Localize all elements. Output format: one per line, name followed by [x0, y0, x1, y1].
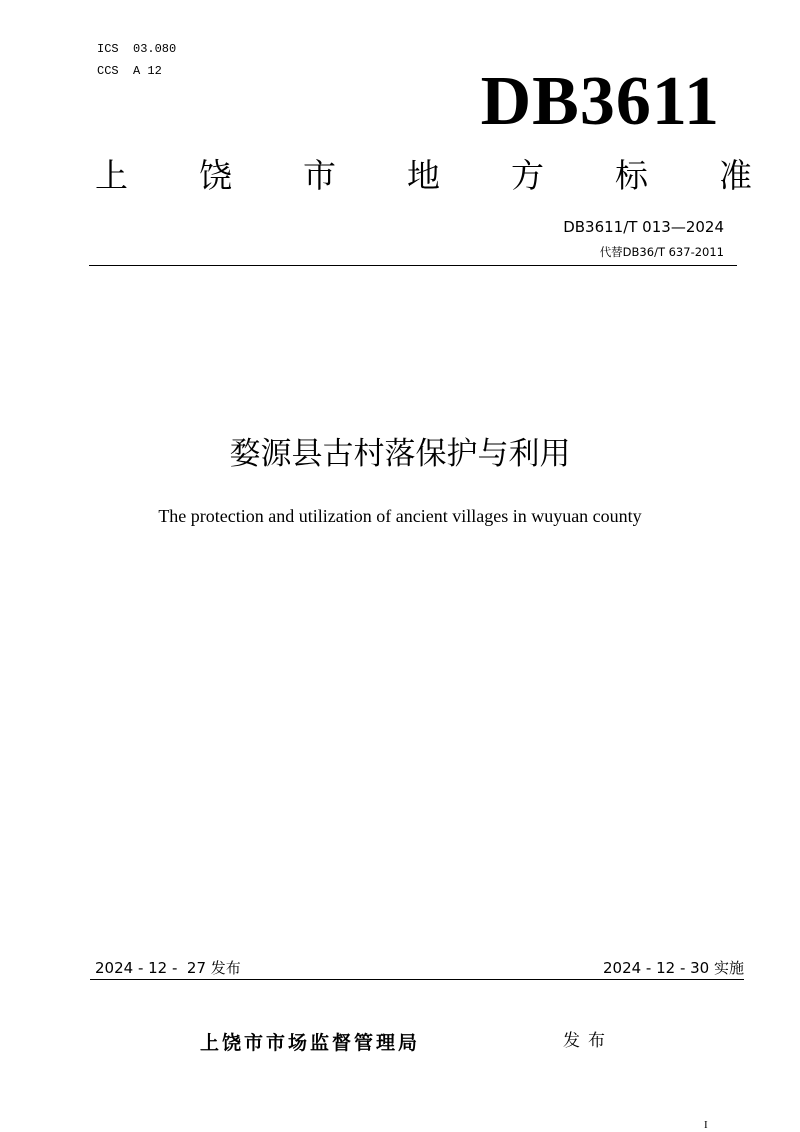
title-english: The protection and utilization of ancient villages in wuyuan county	[158, 506, 642, 526]
standard-type-char: 方	[511, 156, 544, 195]
implementation-date: 2024 - 12 - 30 实施	[602, 959, 744, 977]
ccs-code: CCS A 12	[97, 64, 162, 78]
standard-type-char: 上	[95, 156, 128, 195]
issuing-authority: 上饶市市场监督管理局	[200, 1032, 421, 1054]
page-number: I	[704, 1119, 708, 1131]
standard-type-char: 地	[407, 156, 440, 195]
standard-type-char: 市	[303, 156, 336, 195]
standard-type	[95, 154, 752, 198]
replaces-note: 代替DB36/T 637-2011	[599, 245, 724, 259]
publish-label: 发布	[563, 1031, 613, 1051]
db-code: DB3611	[480, 63, 720, 140]
standard-type-char: 饶	[199, 156, 232, 195]
standard-number: DB3611/T 013—2024	[563, 218, 724, 236]
standard-type-char: 准	[719, 156, 752, 195]
ics-code: ICS 03.080	[97, 42, 177, 56]
issue-date: 2024 - 12 - 27 发布	[95, 959, 241, 977]
header-divider	[89, 265, 737, 266]
footer-divider	[90, 979, 744, 980]
title-chinese: 婺源县古村落保护与利用	[229, 436, 571, 472]
standard-type-char: 标	[615, 156, 648, 195]
